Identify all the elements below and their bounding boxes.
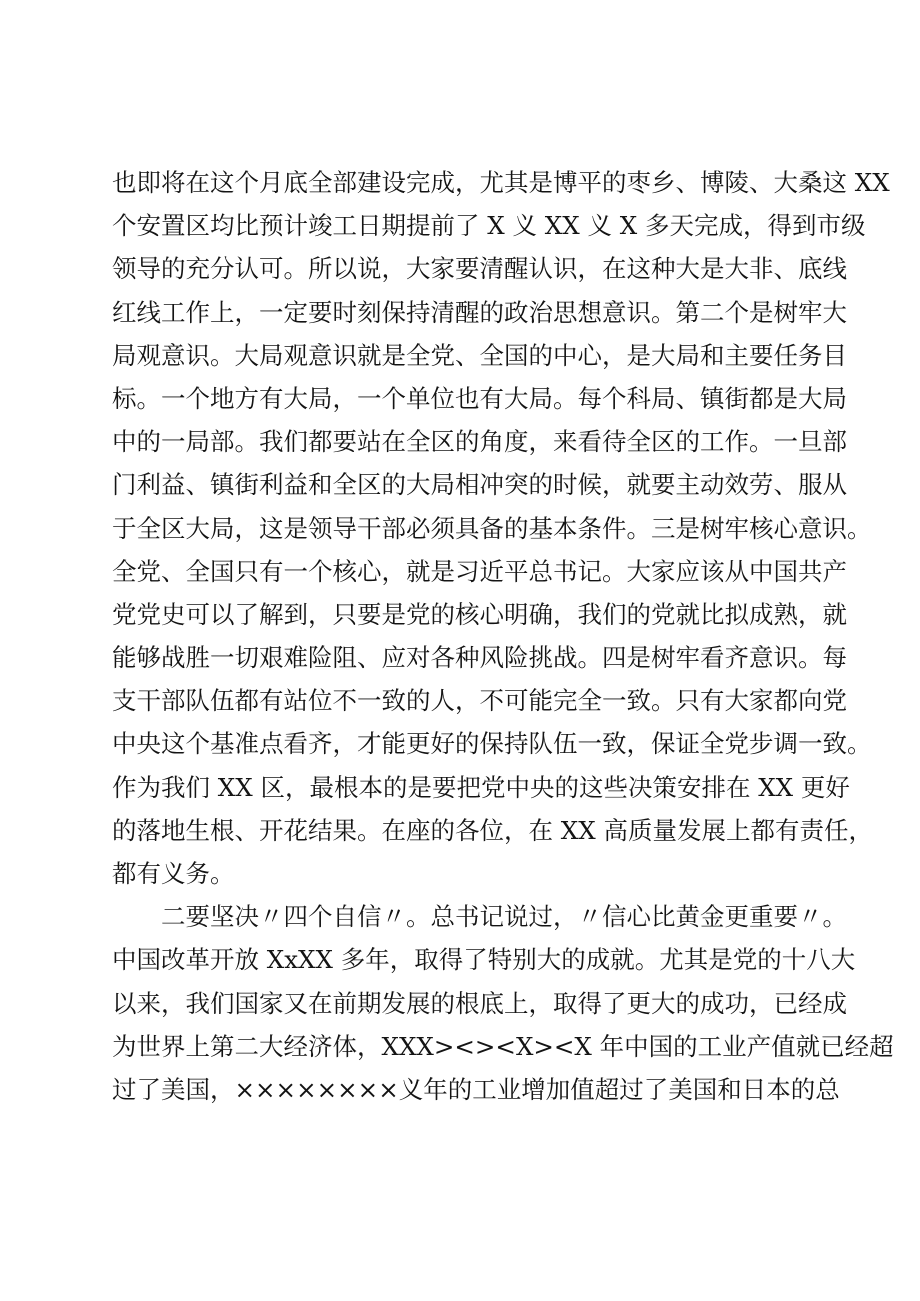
text-line: 党党史可以了解到，只要是党的核心明确，我们的党就比拟成熟，就 <box>112 599 847 629</box>
text-line: 为世界上第二大经济体，XXX><><X><X 年中国的工业产值就已经超 <box>112 1031 894 1061</box>
text-line: 作为我们 XX 区，最根本的是要把党中央的这些决策安排在 XX 更好 <box>112 772 850 802</box>
text-line: 也即将在这个月底全部建设完成，尤其是博平的枣乡、博陵、大桑这 XX <box>112 168 890 197</box>
text-line: 以来，我们国家又在前期发展的根底上，取得了更大的成功，已经成 <box>112 988 847 1018</box>
text-line: 能够战胜一切艰难险阻、应对各种风险挑战。四是树牢看齐意识。每 <box>112 643 847 673</box>
text-line: 领导的充分认可。所以说，大家要清醒认识，在这种大是大非、底线 <box>112 254 847 284</box>
text-line: 支干部队伍都有站位不一致的人，不可能完全一致。只有大家都向党 <box>112 686 847 716</box>
body-text <box>112 161 894 1111</box>
text-line: 的落地生根、开花结果。在座的各位，在 XX 高质量发展上都有责任， <box>112 815 873 845</box>
text-line: 中的一局部。我们都要站在全区的角度，来看待全区的工作。一旦部 <box>112 427 847 457</box>
text-line: 于全区大局，这是领导干部必须具备的基本条件。三是树牢核心意识。 <box>112 513 872 543</box>
text-line: 中央这个基准点看齐，才能更好的保持队伍一致，保证全党步调一致。 <box>112 729 872 759</box>
paragraph-start-line: 二要坚决〃四个自信〃。总书记说过，〃信心比黄金更重要〃。 <box>161 902 847 932</box>
text-line: 全党、全国只有一个核心，就是习近平总书记。大家应该从中国共产 <box>112 556 847 586</box>
text-line: 局观意识。大局观意识就是全党、全国的中心，是大局和主要任务目 <box>112 340 847 370</box>
text-line: 个安置区均比预计竣工日期提前了 X 义 XX 义 X 多天完成，得到市级 <box>112 211 866 241</box>
text-line: 中国改革开放 XxXX 多年，取得了特别大的成就。尤其是党的十八大 <box>112 945 856 975</box>
text-line: 过了美国，××××××××义年的工业增加值超过了美国和日本的总 <box>112 1074 840 1104</box>
text-line: 红线工作上，一定要时刻保持清醒的政治思想意识。第二个是树牢大 <box>112 297 847 327</box>
text-line: 都有义务。 <box>112 859 235 888</box>
text-line: 门利益、镇街利益和全区的大局相冲突的时候，就要主动效劳、服从 <box>112 470 847 500</box>
text-line: 标。一个地方有大局，一个单位也有大局。每个科局、镇街都是大局 <box>112 383 847 413</box>
